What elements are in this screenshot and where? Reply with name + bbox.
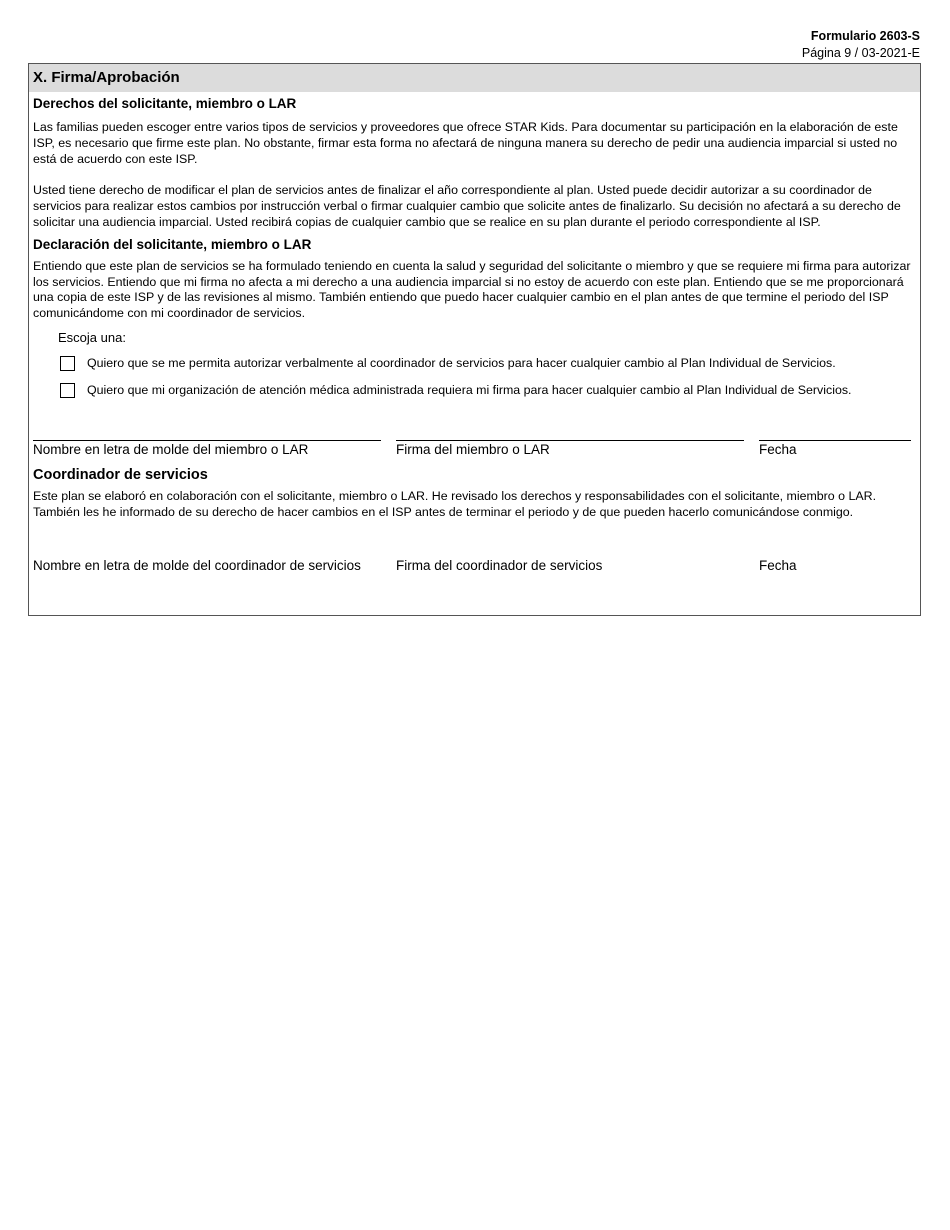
- coordinator-name-label: Nombre en letra de molde del coordinador de servicios: [33, 557, 361, 573]
- coordinator-paragraph: Este plan se elaboró en colaboración con el solicitante, miembro o LAR. He revisado los derechos y responsabilidades con el solicitante, miembro o LAR. También les he informado de su derecho de hacer cambios en el ISP antes de terminar el periodo y de que pueden hacerlo comunicándose conmigo.: [33, 488, 877, 519]
- page-header: [802, 28, 920, 62]
- option-signature-required[interactable]: [60, 383, 916, 398]
- declaration-heading: Declaración del solicitante, miembro o LAR: [33, 236, 312, 252]
- coordinator-signature-row: [33, 557, 916, 577]
- member-date-field[interactable]: [759, 440, 911, 459]
- member-name-label: Nombre en letra de molde del miembro o LAR: [33, 441, 309, 457]
- coordinator-date-field[interactable]: [759, 557, 911, 575]
- member-signature-row: [33, 440, 916, 460]
- member-signature-label: Firma del miembro o LAR: [396, 441, 550, 457]
- section-title: X. Firma/Aprobación: [29, 64, 920, 92]
- declaration-paragraph: Entiendo que este plan de servicios se ha formulado teniendo en cuenta la salud y seguridad del solicitante o miembro y que se requiere mi firma para autorizar los servicios. Entiendo que mi firma no afecta a mi derecho a una audiencia imparcial si no estoy de acuerdo con este plan. Entiendo que se me proporcionará una copia de este ISP y de las revisiones al mismo. También entiendo que puedo hacer cualquier cambio en el plan antes de que termine el periodo del ISP comunicándome con mi coordinador de servicios.: [33, 258, 911, 321]
- rights-heading: Derechos del solicitante, miembro o LAR: [33, 96, 297, 111]
- member-date-label: Fecha: [759, 441, 797, 457]
- page-info: Página 9 / 03-2021-E: [801, 46, 920, 60]
- signature-required-checkbox[interactable]: [60, 383, 75, 398]
- signature-approval-section: [28, 63, 921, 616]
- coordinator-signature-label: Firma del coordinador de servicios: [396, 557, 603, 573]
- coordinator-date-label: Fecha: [759, 557, 797, 573]
- form-number: Formulario 2603-S: [810, 29, 920, 43]
- member-name-field[interactable]: [33, 440, 381, 459]
- rights-paragraph-2: Usted tiene derecho de modificar el plan de servicios antes de finalizar el año correspondiente al plan. Usted puede decidir autorizar a su coordinador de servicios para realizar estos cambios por instrucción verbal o firmar cualquier cambio que solicite antes de finalizarlo. Su decisión no afectará a su derecho de solicitar una audiencia imparcial. Usted recibirá copias de cualquier cambio que se realice en su plan durante el periodo correspondiente al ISP.: [33, 183, 901, 229]
- coordinator-signature-field[interactable]: [396, 557, 744, 575]
- verbal-authorization-checkbox[interactable]: [60, 356, 75, 371]
- option-label: Quiero que se me permita autorizar verbalmente al coordinador de servicios para hacer cualquier cambio al Plan Individual de Servicios.: [87, 356, 836, 371]
- coordinator-name-field[interactable]: [33, 557, 381, 575]
- member-signature-field[interactable]: [396, 440, 744, 459]
- coordinator-heading: Coordinador de servicios: [33, 466, 208, 483]
- option-label: Quiero que mi organización de atención médica administrada requiera mi firma para hacer cualquier cambio al Plan Individual de Servicios.: [87, 383, 852, 398]
- choose-label: Escoja una:: [58, 329, 126, 345]
- option-verbal-authorization[interactable]: [60, 356, 916, 371]
- rights-paragraph-1: Las familias pueden escoger entre varios tipos de servicios y proveedores que ofrece STAR Kids. Para documentar su participación en la elaboración de este ISP, es necesario que firme este plan. No obstante, firmar esta forma no afectará de ninguna manera su derecho de pedir una audiencia imparcial si usted no está de acuerdo con este ISP.: [33, 120, 898, 166]
